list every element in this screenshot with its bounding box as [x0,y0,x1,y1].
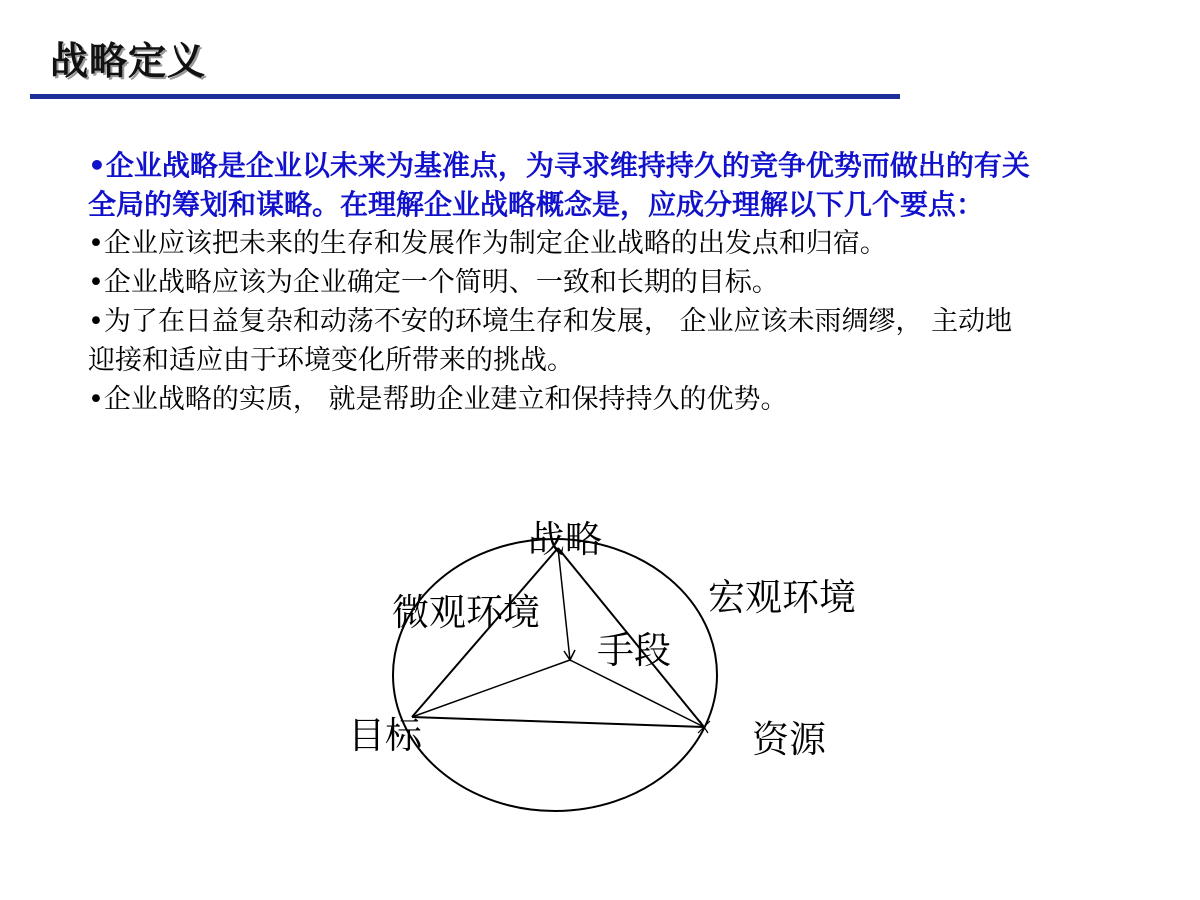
edge-goal-resource [412,717,704,727]
edge-strategy-center [558,548,570,660]
slide-title: 战略定义 [50,39,207,83]
label-micro-environment: 微观环境 [392,591,540,634]
macro-environment-ellipse [393,539,717,811]
key-point-4: •企业战略的实质， 就是帮助企业建立和保持持久的优势。 [88,384,788,415]
slide-content [88,146,1038,419]
key-point-3: •为了在日益复杂和动荡不安的环境生存和发展， 企业应该未雨绸缪， 主动地迎接和适应由于环境变化所带来的挑战。 [88,306,1013,376]
label-means: 手段 [597,629,671,672]
label-macro-environment: 宏观环境 [708,576,856,619]
definition-paragraph: •企业战略是企业以未来为基准点，为寻求维持持久的竞争优势而做出的有关全局的筹划和谋略。在理解企业战略概念是，应成分理解以下几个要点： [88,149,1030,221]
key-point-1: •企业应该把未来的生存和发展作为制定企业战略的出发点和归宿。 [88,228,887,259]
title-underline [30,94,900,99]
strategy-diagram [330,515,890,835]
key-point-2: •企业战略应该为企业确定一个简明、一致和长期的目标。 [88,267,779,298]
label-resource: 资源 [752,718,826,761]
label-goal: 目标 [348,714,422,757]
label-strategy: 战略 [528,518,602,561]
